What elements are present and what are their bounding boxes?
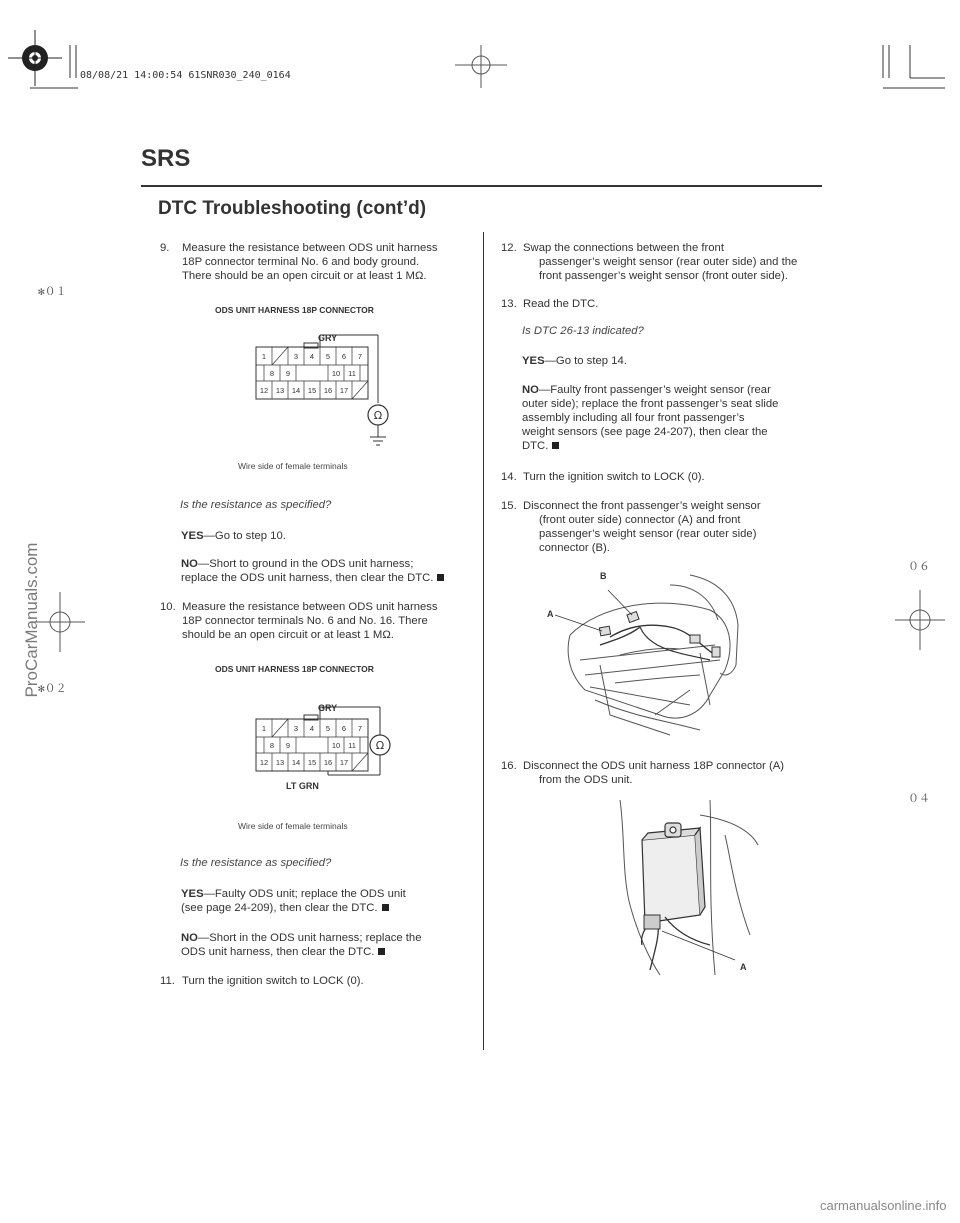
step-16 [501,759,821,789]
ohmmeter-icon [370,735,390,755]
no-text: Short to ground in the ODS unit harness; [209,558,414,570]
diagram-footnote: Wire side of female terminals [238,461,348,471]
step-14 [501,470,821,486]
pin-label: 8 [269,369,275,378]
pin-label: 15 [307,386,317,395]
pin-label: 7 [357,352,363,361]
end-square-icon [382,904,389,911]
no-text: Faulty front passenger’s weight sensor (rear [550,384,771,396]
step-line: Swap the connections between the front [523,242,724,254]
no-text: ODS unit harness, then clear the DTC. [181,946,375,958]
step-10 [160,600,480,645]
pin-label: 4 [309,724,315,733]
left-crosshair-icon [35,592,85,652]
pin-label: 12 [259,758,269,767]
pin-label: 1 [261,724,267,733]
step-number: 14. [501,471,517,483]
column-divider [483,232,484,1050]
title-rule [141,185,822,187]
step-line: passenger’s weight sensor (rear outer side) and the [539,256,798,268]
connector-diagram-1 [240,325,400,450]
step-number: 9. [160,242,170,254]
pin-label: 6 [341,724,347,733]
pin-label: 11 [348,369,356,378]
pin-label: 17 [339,758,349,767]
step-line: Disconnect the front passenger’s weight sensor [523,500,761,512]
no-text: outer side); replace the front passenger’s seat slide [522,398,779,410]
pin-label: 3 [293,724,299,733]
ods-unit-illustration [600,795,760,980]
yes-text: Go to step 10. [214,530,286,542]
step-15 [501,499,821,559]
pin-label: 11 [348,741,356,750]
end-square-icon [378,948,385,955]
step-line: passenger’s weight sensor (rear outer side) [539,528,757,540]
seat-frame-illustration [540,565,750,740]
step-line: There should be an open circuit or at least 1 MΩ. [182,270,427,282]
right-crosshair-icon [895,590,945,650]
pin-label: 10 [331,369,341,378]
yes-answer: YES—Go to step 14. [522,355,627,367]
pin-label: 10 [331,741,341,750]
pin-label: 15 [307,758,317,767]
step-number: 16. [501,760,517,772]
connector-diagram-2 [240,695,400,800]
step-line: Turn the ignition switch to LOCK (0). [523,471,705,483]
no-text: DTC. [522,440,549,452]
pin-label: 1 [261,352,267,361]
step-number: 10. [160,601,176,613]
step-11 [160,974,480,990]
yes-label: YES [181,888,204,900]
svg-text:Ω: Ω [373,409,383,422]
crosshair-icon [455,45,507,88]
vertical-watermark: ProCarManuals.com [22,542,41,698]
no-text: replace the ODS unit harness, then clear the DTC. [181,572,434,584]
step-number: 12. [501,242,517,254]
step-number: 13. [501,298,517,310]
yes-answer: YES—Go to step 10. [181,530,286,542]
pin-label: 5 [325,724,331,733]
no-label: NO [522,384,539,396]
side-code-right-top: ０６ [908,560,930,573]
step-line: (front outer side) connector (A) and front [539,514,741,526]
section-title: SRS [141,145,191,172]
step-line: Measure the resistance between ODS unit harness [182,601,438,613]
crop-target-icon [8,30,62,86]
step-13 [501,297,821,313]
step-line: Read the DTC. [523,298,599,310]
yes-text: Go to step 14. [555,355,627,367]
step-line: Turn the ignition switch to LOCK (0). [182,975,364,987]
yes-answer: YES—Faulty ODS unit; replace the ODS unit (see page 24-209), then clear the DTC. [181,888,406,914]
pin-label: 16 [323,758,333,767]
question: Is the resistance as specified? [180,499,332,511]
no-answer: NO—Short to ground in the ODS unit harness; replace the ODS unit harness, then clear the DTC. [181,557,481,585]
yes-text: (see page 24-209), then clear the DTC. [181,902,378,914]
pin-label: 17 [339,386,349,395]
page-subtitle: DTC Troubleshooting (cont’d) [158,198,427,219]
pin-label: 9 [285,369,291,378]
registration-marks [0,0,960,110]
yes-label: YES [522,355,545,367]
pin-label: 5 [325,352,331,361]
step-line: 18P connector terminals No. 6 and No. 16. There [182,615,428,627]
no-text: assembly including all four front passenger’s [522,412,745,424]
yes-label: YES [181,530,204,542]
pin-label: 8 [269,741,275,750]
step-line: 18P connector terminal No. 6 and body ground. [182,256,420,268]
question: Is the resistance as specified? [180,857,332,869]
end-square-icon [552,442,559,449]
footer-watermark: carmanualsonline.info [820,1198,947,1213]
no-label: NO [181,932,198,944]
yes-text: Faulty ODS unit; replace the ODS unit [214,888,406,900]
print-timestamp: 08/08/21 14:00:54 61SNR030_240_0164 [80,70,291,81]
pin-label: 16 [323,386,333,395]
pin-label: 4 [309,352,315,361]
step-number: 11. [160,975,175,987]
step-line: front passenger’s weight sensor (front outer side). [539,270,788,282]
step-line: should be an open circuit or at least 1 MΩ. [182,629,394,641]
step-number: 15. [501,500,517,512]
no-label: NO [181,558,198,570]
pin-label: 13 [275,758,285,767]
step-line: connector (B). [539,542,610,554]
step-line: Measure the resistance between ODS unit harness [182,242,438,254]
step-12 [501,241,821,286]
pin-label: 14 [291,386,301,395]
pin-label: 12 [259,386,269,395]
side-code-left-bottom: ✻０２ [38,682,67,695]
pin-label: 6 [341,352,347,361]
wire-color-label: GRY [318,703,338,713]
step-line: from the ODS unit. [539,774,633,786]
ground-symbol-icon [370,437,386,445]
no-text: Short in the ODS unit harness; replace the [209,932,422,944]
no-answer: NO—Faulty front passenger’s weight sensor (rear outer side); replace the front passenger’s seat slide assembly including all four front passenger’s weight sensors (see page 24-207), then clear the DTC. [522,384,779,452]
step-9 [160,241,480,286]
diagram-footnote: Wire side of female terminals [238,821,348,831]
callout-a: A [740,962,747,972]
side-code-left-top: ✻０１ [38,285,67,298]
wire-color-label-2: LT GRN [286,781,319,791]
diagram-caption: ODS UNIT HARNESS 18P CONNECTOR [215,664,374,674]
no-text: weight sensors (see page 24-207), then clear the [522,426,768,438]
pin-label: 9 [285,741,291,750]
callout-a: A [547,609,554,619]
callout-b: B [600,571,607,581]
question: Is DTC 26-13 indicated? [522,325,644,337]
pin-label: 3 [293,352,299,361]
side-code-right-bottom: ０４ [908,792,930,805]
pin-label: 7 [357,724,363,733]
pin-label: 14 [291,758,301,767]
svg-text:Ω: Ω [375,739,385,752]
pin-label: 13 [275,386,285,395]
diagram-caption: ODS UNIT HARNESS 18P CONNECTOR [215,305,374,315]
end-square-icon [437,574,444,581]
step-line: Disconnect the ODS unit harness 18P connector (A) [523,760,785,772]
wire-color-label: GRY [318,333,338,343]
ohmmeter-icon [368,405,388,425]
no-answer: NO—Short in the ODS unit harness; replace the ODS unit harness, then clear the DTC. [181,932,422,958]
